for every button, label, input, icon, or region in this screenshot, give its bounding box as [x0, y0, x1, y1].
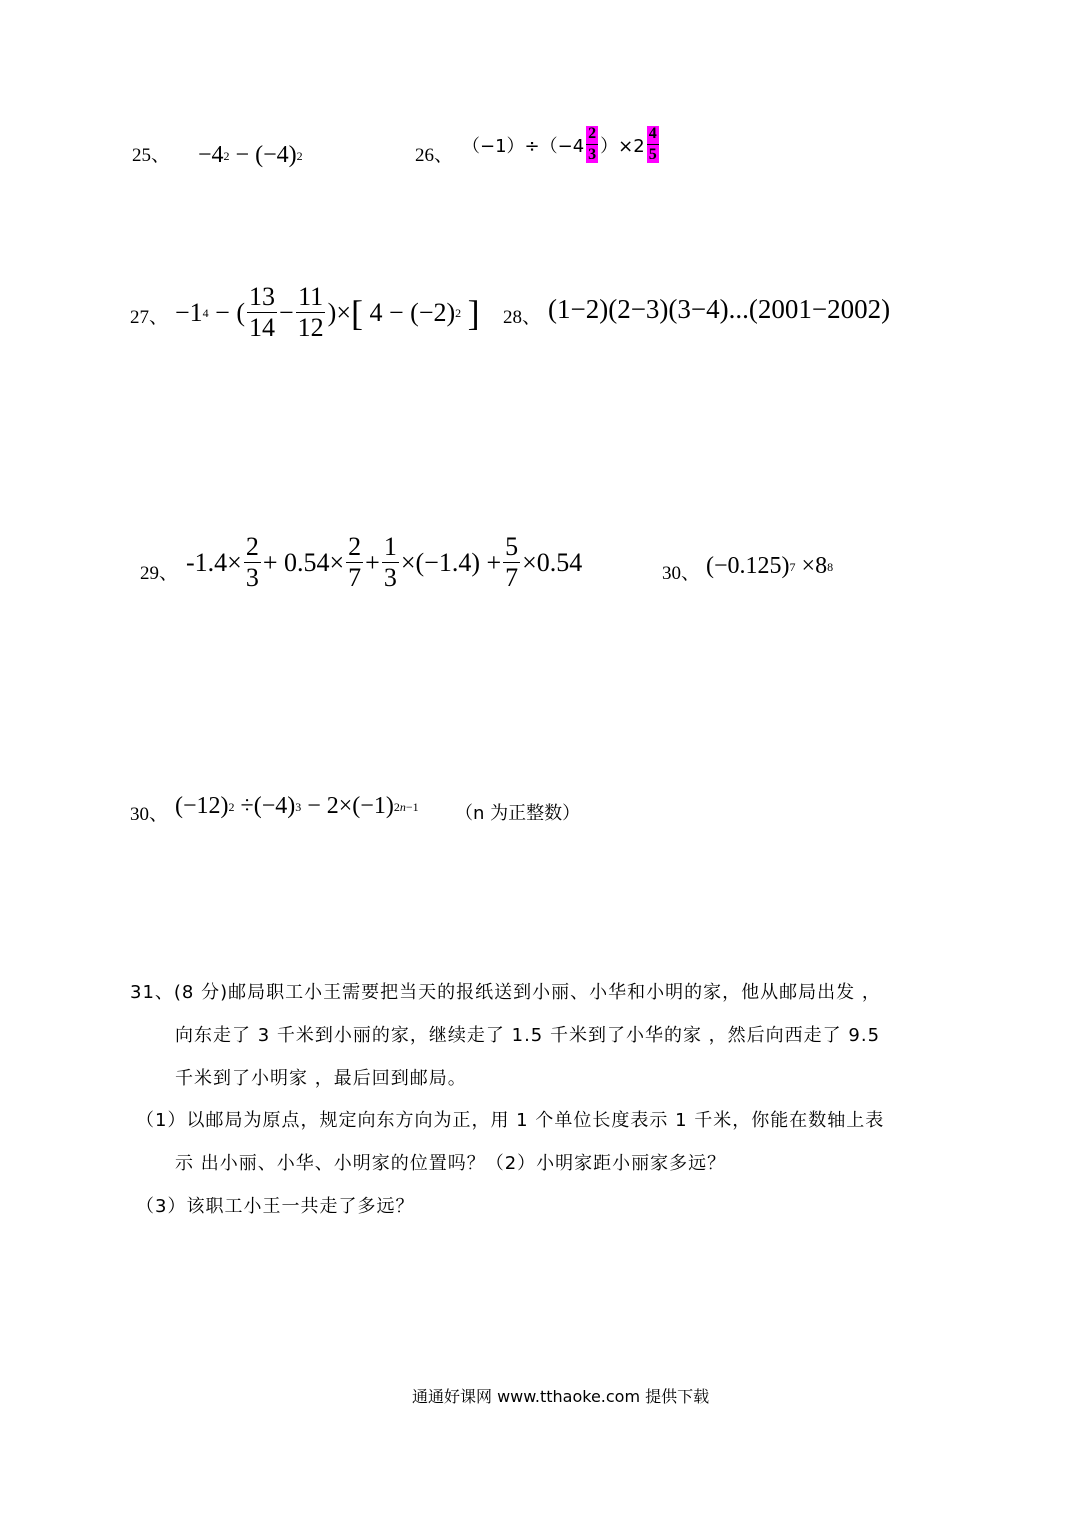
- problem-31-line-6: （3）该职工小王一共走了多远？: [136, 1196, 415, 1217]
- highlighted-fraction: $\frac{2}{3}$: [588, 125, 597, 163]
- problem-31-line-1: 31、(8 分)邮局职工小王需要把当天的报纸送到小丽、小华和小明的家，他从邮局出发 ，: [130, 982, 881, 1003]
- problem-27-expression: −1 4 − ( $\frac{13}{14}$ − $\frac{11}{12}$ )× [ 4 − (−2) 2 ]: [175, 282, 480, 342]
- problem-27-number: 27、: [130, 307, 169, 328]
- problem-30b-number: 30、: [130, 804, 169, 825]
- problem-28-expression: (1−2)(2−3)(3−4)...(2001−2002): [548, 294, 891, 324]
- problem-31-line-5: 示 出小丽、小华、小明家的位置吗？（2）小明家距小丽家多远？: [175, 1153, 727, 1174]
- highlighted-fraction: $\frac{4}{5}$: [648, 125, 657, 163]
- problem-31-line-3: 千米到了小明家 ，最后回到邮局。: [175, 1068, 467, 1089]
- problem-31-line-2: 向东走了 3 千米到小丽的家，继续走了 1.5 千米到了小华的家 ，然后向西走了 9.5: [175, 1025, 881, 1046]
- problem-25-expression: −4 2 − (−4) 2: [198, 142, 303, 168]
- problem-25-number: 25、: [132, 145, 171, 166]
- problem-30b-note: （n 为正整数）: [455, 803, 581, 824]
- problem-30a-expression: (−0.125) 7 ×8 8: [706, 553, 834, 579]
- problem-29-number: 29、: [140, 563, 179, 584]
- problem-31-line-4: （1）以邮局为原点，规定向东方向为正，用 1 个单位长度表示 1 千米，你能在数轴上表: [136, 1110, 885, 1131]
- problem-26-number: 26、: [415, 145, 454, 166]
- footer: 通通好课网 www.tthaoke.com 提供下载: [412, 1387, 710, 1406]
- problem-30a-number: 30、: [662, 563, 701, 584]
- problem-29-expression: -1.4× $\frac{2}{3}$ + 0.54× $\frac{2}{7}$ + $\frac{1}{3}$ ×(−1.4) + $\frac{5}{7}$ ×0.54: [186, 532, 583, 592]
- problem-26-expression: （−1）÷（−4 $\frac{2}{3}$ ）×2 $\frac{4}{5}$: [462, 125, 657, 163]
- problem-28-number: 28、: [503, 307, 542, 328]
- problem-30b-expression: (−12) 2 ÷(−4) 3 − 2×(−1) 2n−1: [175, 793, 419, 819]
